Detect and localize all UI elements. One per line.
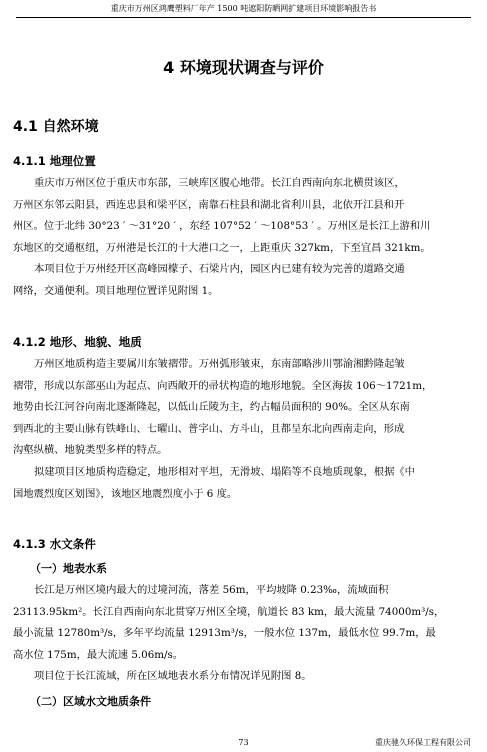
page-number: 73 bbox=[238, 738, 249, 747]
text-line: 褶带，形成以东部巫山为起点、向西敞开的帚状构造的地形地貌。全区海拔 106～1721m， bbox=[13, 379, 433, 392]
section-heading-4-1: 4.1 自然环境 bbox=[13, 119, 99, 135]
text-line: 本项目位于万州经开区高峰园檬子、石梁片内，园区内已建有较为完善的道路交通 bbox=[34, 263, 405, 275]
paragraph-geography-2 bbox=[13, 259, 471, 302]
paragraph-terrain-1 bbox=[13, 354, 471, 462]
chapter-title: 4 环境现状调查与评价 bbox=[163, 58, 324, 77]
subsection-heading-surface-water: （一）地表水系 bbox=[30, 562, 107, 575]
paragraph-terrain-2 bbox=[13, 462, 471, 505]
subsection-heading-hydrogeology: （二）区域水文地质条件 bbox=[30, 695, 151, 708]
text-line: 23113.95km²。长江自西南向东北贯穿万州区全境，航道长 83 km，最大流量 74000m³/s， bbox=[13, 605, 445, 618]
paragraph-hydrology-1 bbox=[13, 580, 471, 666]
paragraph-hydrology-2 bbox=[13, 666, 471, 688]
section-heading-4-1-2: 4.1.2 地形、地貌、地质 bbox=[13, 335, 142, 349]
text-line: 万州区地质构造主要属川东皱褶带。万州弧形皱束，东南部略涉川鄂渝湘黔隆起皱 bbox=[34, 358, 405, 370]
text-line: 国地震烈度区划图》，该地区地震烈度小于 6 度。 bbox=[13, 487, 238, 500]
footer-company: 重庆驰久环保工程有限公司 bbox=[375, 738, 471, 747]
text-line: 州区。位于北纬 30°23 ′ ～31°20 ′ ，东经 107°52 ′ ～108°53 ′ 。万州区是长江上游和川 bbox=[13, 220, 431, 232]
text-line: 高水位 175m，最大流速 5.06m/s。 bbox=[13, 648, 184, 661]
text-line: 沟壑纵横、地貌类型多样的特点。 bbox=[13, 444, 168, 456]
text-line: 长江是万州区境内最大的过境河流，落差 56m，平均坡降 0.23‰，流域面积 bbox=[34, 584, 389, 596]
text-line: 东地区的交通枢纽，万州港是长江的十大港口之一，上距重庆 327km，下至宜昌 321km。 bbox=[13, 241, 431, 254]
text-line: 最小流量 12780m³/s，多年平均流量 12913m³/s，一般水位 137m，最低水位 99.7m，最 bbox=[13, 627, 436, 639]
section-heading-4-1-1: 4.1.1 地理位置 bbox=[13, 154, 96, 168]
text-line: 重庆市万州区位于重庆市东部，三峡库区腹心地带。长江自西南向东北横贯该区， bbox=[34, 177, 405, 189]
text-line: 网络，交通便利。项目地理位置详见附图 1。 bbox=[13, 284, 219, 297]
page-header: 重庆市万州区鸿鹰塑料厂年产 1500 吨遮阳防晒网扩建项目环境影响报告书 bbox=[16, 3, 471, 18]
text-line: 万州区东邻云阳县，西连忠县和梁平区，南靠石柱县和湖北省利川县，北依开江县和开 bbox=[13, 198, 405, 211]
paragraph-geography-1 bbox=[13, 173, 471, 259]
section-heading-4-1-3: 4.1.3 水文条件 bbox=[13, 537, 96, 551]
text-line: 到西北的主要山脉有铁峰山、七曜山、普字山、方斗山，且都呈东北向西南走向，形成 bbox=[13, 422, 405, 435]
text-line: 拟建项目区地质构造稳定，地形相对平坦，无滑坡、塌陷等不良地质现象，根据《中 bbox=[34, 466, 415, 478]
text-line: 地势由长江河谷向南北逐渐隆起，以低山丘陵为主，约占幅员面积的 90%。全区从东南 bbox=[13, 401, 410, 413]
text-line: 项目位于长江流域，所在区域地表水系分布情况详见附图 8。 bbox=[34, 670, 312, 682]
